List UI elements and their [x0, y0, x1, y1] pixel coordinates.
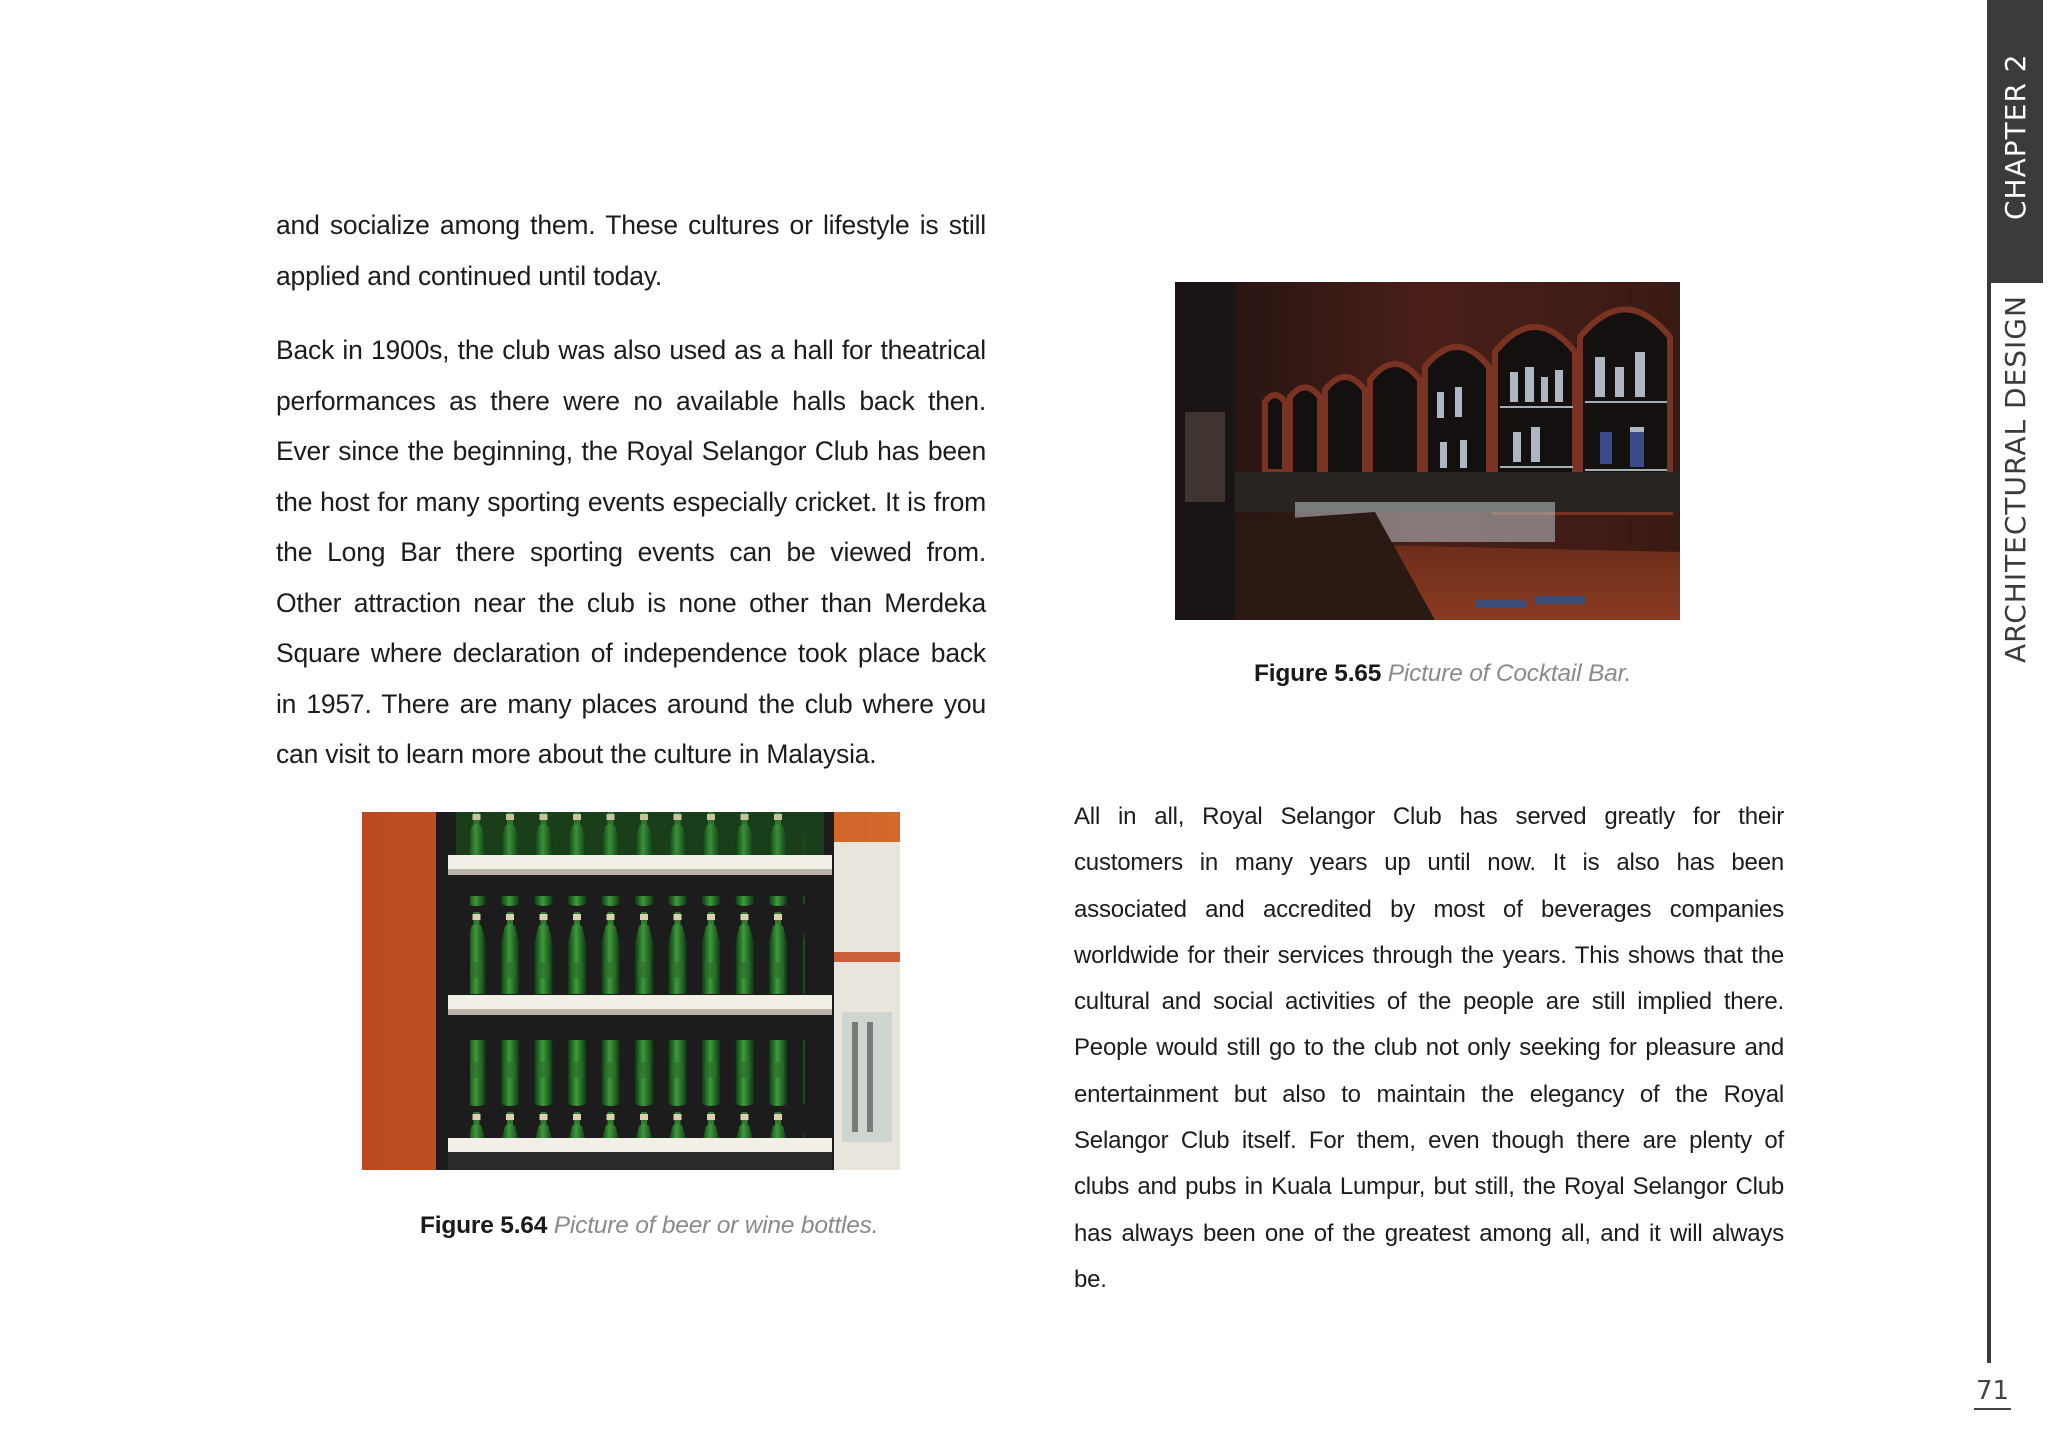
paragraph-socialize: and socialize among them. These cultures or lifestyle is still applied and continued until today.	[276, 210, 986, 291]
figure-description: Picture of beer or wine bottles.	[553, 1212, 879, 1239]
cocktail-bar-photo	[1175, 282, 1680, 620]
left-column	[276, 200, 986, 780]
figure-number: Figure 5.64	[420, 1212, 548, 1239]
paragraph-conclusion: All in all, Royal Selangor Club has served greatly for their customers in many years up until now. It is also has been associated and accredited by most of beverages companies worldwide for their services through the years. This shows that the cultural and social activities of the people are still implied there. People would still go to the club not only seeking for pleasure and entertainment but also to maintain the elegancy of the Royal Selangor Club itself. For them, even though there are plenty of clubs and pubs in Kuala Lumpur, but still, the Royal Selangor Club has always been one of the greatest among all, and it will always be.	[1074, 803, 1784, 1293]
figure-5-65-caption	[1254, 660, 1631, 688]
bottles-photo	[362, 812, 900, 1170]
paragraph-history: Back in 1900s, the club was also used as a hall for theatrical performances as there were no available halls back then. Ever since the beginning, the Royal Selangor Club has been the host for many sporting events especially cricket. It is from the Long Bar there sporting events can be viewed from. Other attraction near the club is none other than Merdeka Square where declaration of independence took place back in 1957. There are many places around the club where you can visit to learn more about the culture in Malaysia.	[276, 335, 986, 769]
chapter-label: CHAPTER 2	[1999, 53, 2032, 220]
figure-5-64-caption	[420, 1212, 878, 1240]
sidebar-divider	[1987, 283, 1991, 1363]
right-column	[1074, 794, 1784, 1303]
section-label: ARCHITECTURAL DESIGN	[1999, 295, 2032, 663]
figure-description: Picture of Cocktail Bar.	[1387, 660, 1632, 687]
page-number: 71	[1974, 1376, 2011, 1410]
figure-number: Figure 5.65	[1254, 660, 1382, 687]
